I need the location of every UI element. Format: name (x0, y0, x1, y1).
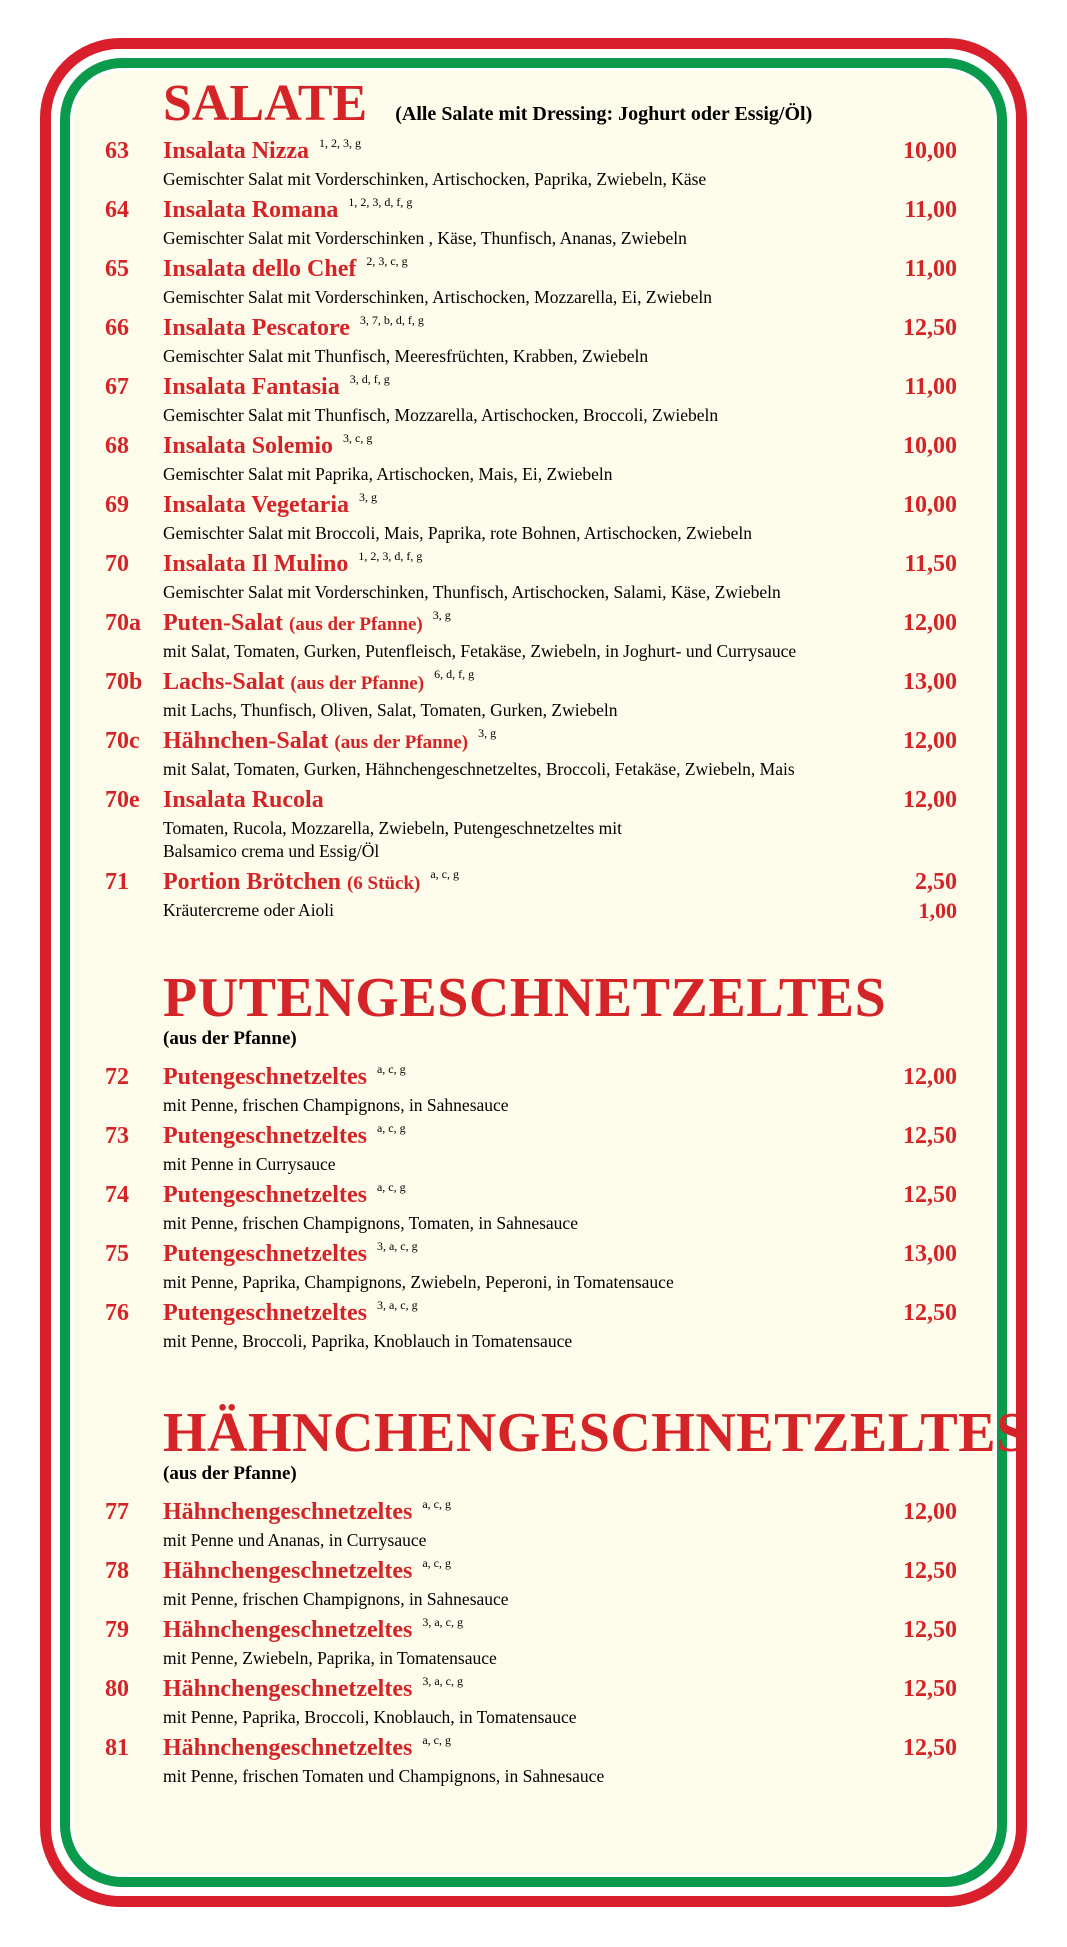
item-number: 79 (105, 1617, 129, 1643)
allergen-codes: a, c, g (422, 1497, 451, 1511)
item-number: 73 (105, 1123, 129, 1149)
item-line (105, 787, 967, 817)
item-price: 12,50 (903, 1676, 957, 1702)
item-number: 69 (105, 492, 129, 518)
item-number: 72 (105, 1064, 129, 1090)
item-description-text: Gemischter Salat mit Thunfisch, Meeresfrüchten, Krabben, Zwiebeln (163, 346, 649, 366)
item-description (163, 286, 967, 309)
item-name-extra: (6 Stück) (346, 873, 421, 894)
item-line (105, 1182, 967, 1212)
menu-item (105, 1241, 967, 1294)
menu-item (105, 1617, 967, 1670)
item-name (163, 256, 356, 283)
allergen-codes: 6, d, f, g (434, 667, 475, 681)
section-title: PUTENGESCHNETZELTES (163, 967, 887, 1029)
item-description (163, 404, 967, 427)
item-line (105, 1735, 967, 1765)
item-name-text: Insalata Nizza (163, 138, 309, 164)
item-line (105, 197, 967, 227)
item-line (105, 551, 967, 581)
item-number: 63 (105, 138, 129, 164)
item-description (163, 1212, 967, 1235)
item-name-text: Hähnchengeschnetzeltes (163, 1676, 413, 1702)
menu-item (105, 492, 967, 545)
allergen-codes: a, c, g (376, 1062, 406, 1076)
item-description (163, 1765, 967, 1788)
item-number: 70e (105, 787, 140, 813)
allergen-codes: 3, a, c, g (376, 1298, 418, 1312)
item-price: 11,00 (904, 256, 957, 282)
allergen-codes: 3, a, c, g (422, 1615, 463, 1629)
menu-item (105, 138, 967, 191)
menu-item (105, 669, 967, 722)
item-price: 12,00 (903, 610, 957, 636)
menu-item (105, 374, 967, 427)
item-line (105, 1558, 967, 1588)
item-number: 71 (105, 869, 129, 895)
allergen-codes: 1, 2, 3, g (319, 136, 361, 150)
item-number: 75 (105, 1241, 129, 1267)
item-name (163, 1064, 367, 1091)
item-description-text: Gemischter Salat mit Vorderschinken , Käse, Thunfisch, Ananas, Zwiebeln (163, 228, 687, 248)
item-name (163, 728, 468, 755)
item-price: 12,00 (903, 1499, 957, 1525)
section-salate (105, 75, 967, 923)
item-description-text: mit Salat, Tomaten, Gurken, Hähnchengeschnetzeltes, Broccoli, Fetakäse, Zwiebeln, Mais (163, 759, 795, 779)
item-price: 12,00 (903, 787, 957, 813)
item-number: 81 (105, 1735, 129, 1761)
item-description-text: mit Penne, Paprika, Broccoli, Knoblauch, in Tomatensauce (163, 1707, 577, 1727)
item-line (105, 669, 967, 699)
item-name (163, 869, 420, 896)
item-price: 10,00 (903, 138, 957, 164)
item-number: 77 (105, 1499, 129, 1525)
item-description (163, 1094, 967, 1117)
menu-item (105, 433, 967, 486)
item-name-text: Insalata Vegetaria (163, 492, 349, 518)
item-description-text: mit Penne in Currysauce (163, 1154, 336, 1174)
section-note: (aus der Pfanne) (163, 1463, 297, 1484)
item-description-text: Gemischter Salat mit Vorderschinken, Artischocken, Paprika, Zwiebeln, Käse (163, 169, 707, 189)
item-name-text: Insalata dello Chef (163, 256, 357, 282)
allergen-codes: a, c, g (422, 1733, 451, 1747)
menu-item (105, 1676, 967, 1729)
item-name-extra: (aus der Pfanne) (290, 673, 425, 694)
item-name-text: Putengeschnetzeltes (163, 1182, 367, 1208)
menu-item (105, 1182, 967, 1235)
item-price: 13,00 (903, 669, 957, 695)
item-line (105, 610, 967, 640)
menu-item (105, 1558, 967, 1611)
item-line (105, 1617, 967, 1647)
item-name-text: Hähnchengeschnetzeltes (163, 1735, 413, 1761)
item-line (105, 492, 967, 522)
item-description-text: mit Penne, frischen Champignons, Tomaten, in Sahnesauce (163, 1213, 578, 1233)
item-name (163, 1558, 412, 1585)
item-name (163, 197, 338, 224)
allergen-codes: 2, 3, c, g (366, 254, 408, 268)
item-line (105, 1300, 967, 1330)
allergen-codes: 3, g (359, 490, 377, 504)
item-name-text: Portion Brötchen (163, 869, 341, 895)
item-price: 12,50 (903, 1617, 957, 1643)
allergen-codes: 3, a, c, g (376, 1239, 418, 1253)
item-description (163, 581, 967, 604)
item-line (105, 1676, 967, 1706)
menu-item (105, 551, 967, 604)
menu-item (105, 1735, 967, 1788)
item-name-text: Hähnchengeschnetzeltes (163, 1499, 413, 1525)
item-line (105, 138, 967, 168)
item-description-text: Gemischter Salat mit Thunfisch, Mozzarella, Artischocken, Broccoli, Zwiebeln (163, 405, 719, 425)
allergen-codes: 3, a, c, g (422, 1674, 463, 1688)
item-name-text: Lachs-Salat (163, 669, 285, 695)
section-note: (aus der Pfanne) (163, 1028, 297, 1049)
menu-content (105, 75, 1028, 1794)
item-name (163, 787, 324, 814)
item-name-text: Putengeschnetzeltes (163, 1300, 367, 1326)
section-title: SALATE (163, 75, 368, 132)
item-description-text: mit Penne, Paprika, Champignons, Zwiebeln, Peperoni, in Tomatensauce (163, 1272, 674, 1292)
item-name (163, 138, 309, 165)
item-name (163, 1241, 367, 1268)
item-price: 12,00 (903, 1064, 957, 1090)
allergen-codes: 3, g (478, 726, 497, 740)
item-name (163, 315, 350, 342)
item-description (163, 1588, 967, 1611)
section-haehnchen (105, 1402, 1028, 1788)
item-line (105, 1499, 967, 1529)
item-description-text: mit Penne und Ananas, in Currysauce (163, 1530, 427, 1550)
item-name-text: Insalata Rucola (163, 787, 324, 813)
item-name (163, 1676, 412, 1703)
item-price: 12,50 (903, 1300, 957, 1326)
item-price: 11,00 (904, 197, 957, 223)
item-line (105, 256, 967, 286)
item-name-text: Putengeschnetzeltes (163, 1123, 367, 1149)
allergen-codes: a, c, g (430, 867, 460, 881)
item-name (163, 433, 333, 460)
item-line (105, 315, 967, 345)
salate-header (105, 75, 967, 132)
item-line (105, 869, 967, 899)
item-name (163, 492, 349, 519)
item-description-text: Kräutercreme oder Aioli (163, 900, 335, 920)
item-name-extra: (aus der Pfanne) (289, 614, 423, 635)
item-name (163, 610, 423, 637)
section-note: (Alle Salate mit Dressing: Joghurt oder Essig/Öl) (395, 103, 813, 125)
item-number: 67 (105, 374, 129, 400)
item-line (105, 1241, 967, 1271)
item-number: 74 (105, 1182, 129, 1208)
allergen-codes: a, c, g (376, 1121, 406, 1135)
item-description (163, 640, 967, 663)
item-number: 70 (105, 551, 129, 577)
item-price: 13,00 (903, 1241, 957, 1267)
item-price: 12,50 (903, 1123, 957, 1149)
item-description (163, 227, 967, 250)
item-number: 70c (105, 728, 140, 754)
item-description (163, 1271, 967, 1294)
item-name-text: Putengeschnetzeltes (163, 1241, 367, 1267)
item-description-text: Tomaten, Rucola, Mozzarella, Zwiebeln, Putengeschnetzeltes mit (163, 818, 622, 838)
item-price: 10,00 (903, 433, 957, 459)
item-name-text: Insalata Solemio (163, 433, 334, 459)
item-description (163, 168, 967, 191)
menu-item (105, 1499, 967, 1552)
item-description-text: Gemischter Salat mit Paprika, Artischocken, Mais, Ei, Zwiebeln (163, 464, 613, 484)
item-number: 70b (105, 669, 143, 695)
item-name-text: Hähnchen-Salat (163, 728, 329, 754)
item-price: 11,50 (904, 551, 957, 577)
allergen-codes: 3, d, f, g (349, 372, 390, 386)
section-puten (105, 967, 967, 1353)
item-name-text: Insalata Pescatore (163, 315, 350, 341)
item-name (163, 551, 348, 578)
item-number: 65 (105, 256, 129, 282)
item-name (163, 1735, 412, 1762)
allergen-codes: 1, 2, 3, d, f, g (348, 195, 413, 209)
item-name (163, 1499, 412, 1526)
item-name-text: Putengeschnetzeltes (163, 1064, 367, 1090)
item-number: 80 (105, 1676, 129, 1702)
item-name-text: Hähnchengeschnetzeltes (163, 1617, 413, 1643)
menu-item (105, 728, 967, 781)
item-description-line2: Balsamico crema und Essig/Öl (163, 841, 380, 861)
item-description-text: mit Penne, Broccoli, Paprika, Knoblauch in Tomatensauce (163, 1331, 573, 1351)
item-line (105, 1064, 967, 1094)
item-price: 10,00 (903, 492, 957, 518)
item-number: 66 (105, 315, 129, 341)
item-description (163, 1647, 967, 1670)
allergen-codes: 3, 7, b, d, f, g (359, 313, 424, 327)
item-name (163, 1182, 367, 1209)
item-price: 11,00 (904, 374, 957, 400)
item-description (163, 522, 967, 545)
item-description-text: mit Penne, frischen Tomaten und Champignons, in Sahnesauce (163, 1766, 605, 1786)
item-line (105, 1123, 967, 1153)
item-price: 2,50 (915, 869, 957, 895)
item-name-text: Insalata Romana (163, 197, 339, 223)
item-description (163, 758, 967, 781)
menu-item (105, 610, 967, 663)
menu-item (105, 256, 967, 309)
item-number: 68 (105, 433, 129, 459)
menu-item (105, 1064, 967, 1117)
item-description-text: mit Salat, Tomaten, Gurken, Putenfleisch, Fetakäse, Zwiebeln, in Joghurt- und Currysauce (163, 641, 797, 661)
item-name-extra: (aus der Pfanne) (334, 732, 469, 753)
salate-list (105, 138, 967, 922)
menu-item (105, 1123, 967, 1176)
item-description (163, 817, 967, 840)
item-description-text: mit Lachs, Thunfisch, Oliven, Salat, Tomaten, Gurken, Zwiebeln (163, 700, 618, 720)
allergen-codes: a, c, g (376, 1180, 406, 1194)
allergen-codes: 1, 2, 3, d, f, g (358, 549, 423, 563)
item-description-text: Gemischter Salat mit Vorderschinken, Thunfisch, Artischocken, Salami, Käse, Zwiebeln (163, 582, 781, 602)
menu-item (105, 315, 967, 368)
item-description (163, 1706, 967, 1729)
item-description-text: Gemischter Salat mit Broccoli, Mais, Paprika, rote Bohnen, Artischocken, Zwiebeln (163, 523, 753, 543)
item-name (163, 1300, 367, 1327)
item-price: 12,50 (903, 1182, 957, 1208)
allergen-codes: 3, c, g (343, 431, 373, 445)
section-title: HÄHNCHENGESCHNETZELTES (163, 1402, 1028, 1464)
item-number: 76 (105, 1300, 129, 1326)
item-line (105, 374, 967, 404)
item-number: 78 (105, 1558, 129, 1584)
item-name-text: Hähnchengeschnetzeltes (163, 1558, 413, 1584)
item-name (163, 1123, 367, 1150)
item-description-text: Gemischter Salat mit Vorderschinken, Artischocken, Mozzarella, Ei, Zwiebeln (163, 287, 712, 307)
item-description (163, 1330, 967, 1353)
item-price: 12,50 (903, 315, 957, 341)
item-line (105, 433, 967, 463)
item-number: 64 (105, 197, 129, 223)
haehnchen-list (105, 1499, 967, 1788)
item-description (163, 699, 967, 722)
item-description-text: mit Penne, frischen Champignons, in Sahnesauce (163, 1589, 509, 1609)
item-description (163, 1153, 967, 1176)
allergen-codes: 3, g (432, 608, 451, 622)
item-name (163, 1617, 412, 1644)
item-price: 12,50 (903, 1735, 957, 1761)
item-name-text: Puten-Salat (163, 610, 283, 636)
item-name (163, 669, 424, 696)
menu-item (105, 1300, 967, 1353)
menu-item (105, 197, 967, 250)
extra-price: 1,00 (918, 898, 957, 923)
item-price: 12,00 (903, 728, 957, 754)
item-name-text: Insalata Fantasia (163, 374, 340, 400)
item-price: 12,50 (903, 1558, 957, 1584)
item-name (163, 374, 340, 401)
item-number: 70a (105, 610, 141, 636)
item-description-text: mit Penne, Zwiebeln, Paprika, in Tomatensauce (163, 1648, 497, 1668)
item-line (105, 728, 967, 758)
allergen-codes: a, c, g (422, 1556, 451, 1570)
menu-item (105, 869, 967, 922)
item-description (163, 1529, 967, 1552)
puten-list (105, 1064, 967, 1353)
item-name-text: Insalata Il Mulino (163, 551, 349, 577)
menu-item (105, 787, 967, 863)
item-description (163, 899, 967, 922)
item-description (163, 463, 967, 486)
item-description (163, 345, 967, 368)
item-description-text: mit Penne, frischen Champignons, in Sahnesauce (163, 1095, 509, 1115)
